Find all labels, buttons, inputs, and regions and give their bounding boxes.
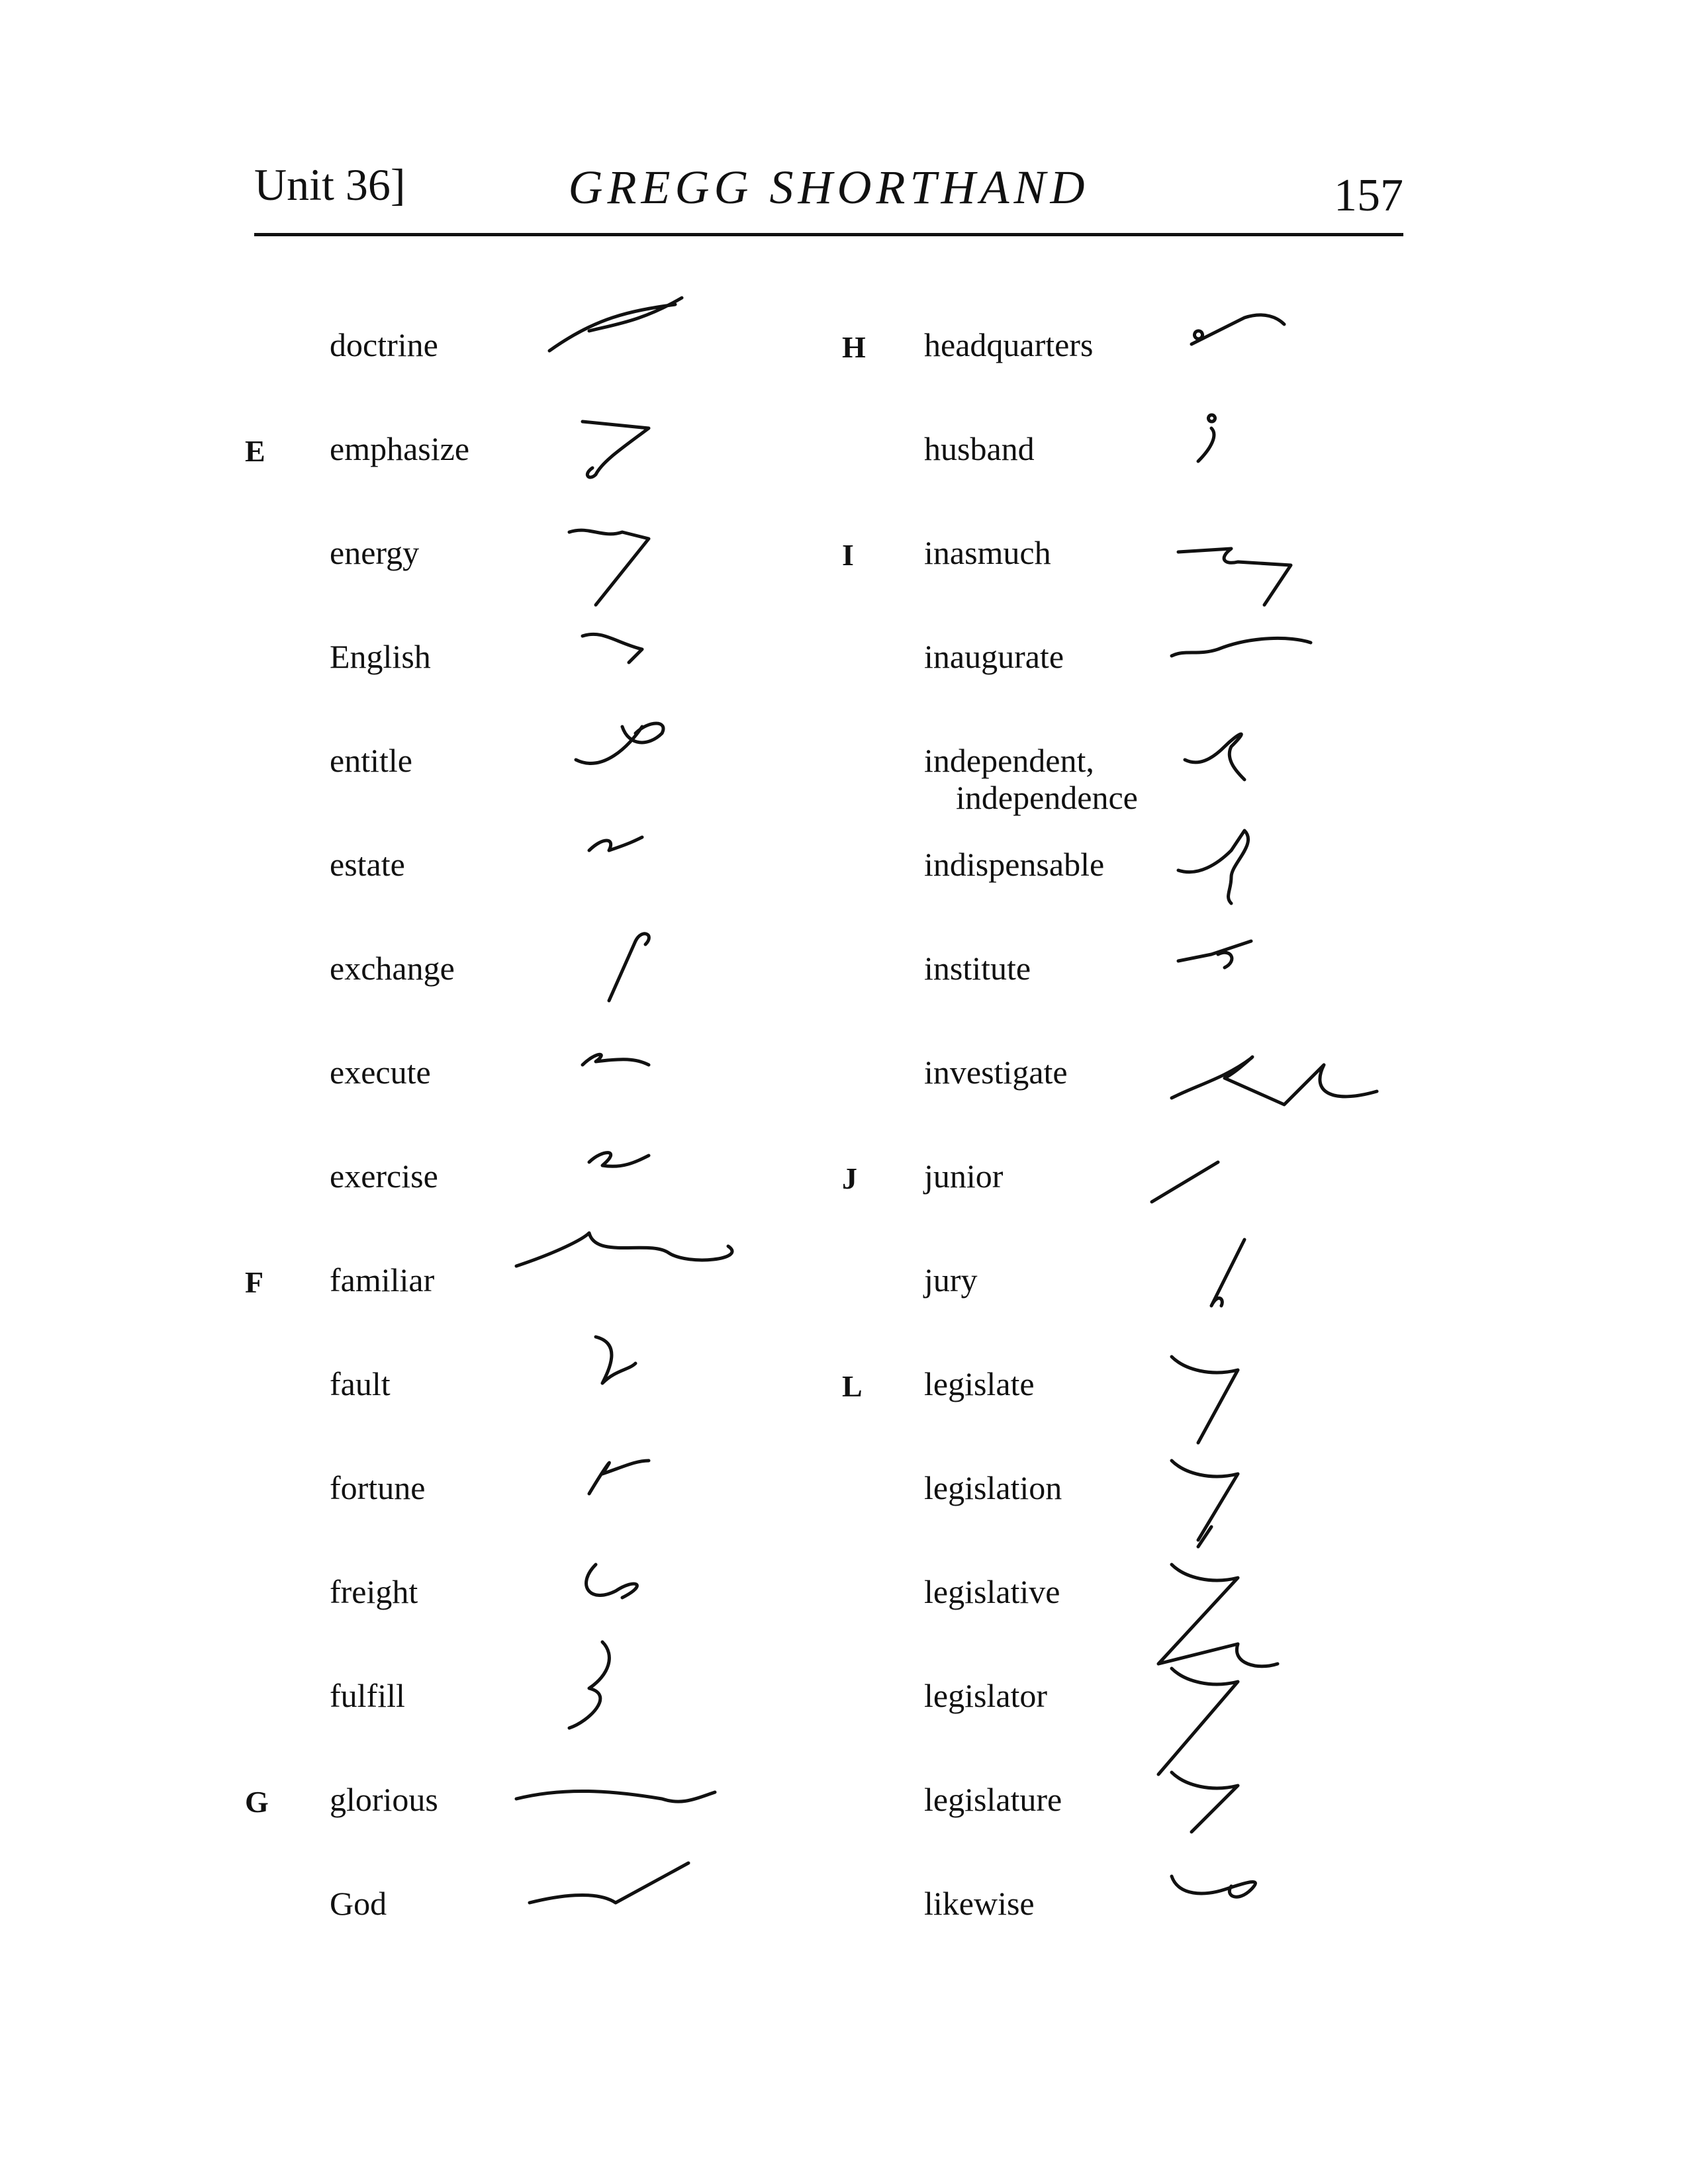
- shorthand-outline-icon: [1158, 1551, 1383, 1657]
- shorthand-outline-icon: [516, 1240, 741, 1345]
- vocab-word: likewise: [924, 1885, 1035, 1922]
- vocab-word: husband: [924, 430, 1035, 467]
- section-letter: I: [842, 538, 854, 572]
- vocab-word: legislature: [924, 1781, 1062, 1818]
- vocab-word: investigate: [924, 1054, 1068, 1091]
- vocab-word: doctrine: [330, 326, 438, 363]
- vocab-word: estate: [330, 846, 405, 883]
- vocab-word: legislator: [924, 1677, 1048, 1714]
- vocab-word: energy: [330, 534, 420, 571]
- shorthand-outline-icon: [516, 408, 741, 514]
- vocab-word: junior: [924, 1158, 1004, 1195]
- page-number: 157: [1334, 170, 1403, 221]
- shorthand-outline-icon: [516, 1863, 741, 1969]
- vocab-word: emphasize: [330, 430, 470, 467]
- vocab-word: legislative: [924, 1573, 1060, 1610]
- header-rule: [254, 233, 1403, 236]
- shorthand-outline-icon: [1158, 512, 1383, 618]
- section-letter: F: [245, 1265, 264, 1299]
- shorthand-outline-icon: [1158, 1136, 1383, 1242]
- vocab-word: inaugurate: [924, 638, 1064, 675]
- section-letter: J: [842, 1161, 857, 1195]
- vocab-word: independent,: [924, 742, 1094, 779]
- shorthand-outline-icon: [516, 304, 741, 410]
- vocab-word: inasmuch: [924, 534, 1051, 571]
- vocab-word: headquarters: [924, 326, 1094, 363]
- vocab-word: institute: [924, 950, 1031, 987]
- shorthand-outline-icon: [516, 1136, 741, 1242]
- vocab-word: jury: [924, 1261, 978, 1298]
- shorthand-outline-icon: [516, 928, 741, 1034]
- shorthand-outline-icon: [1158, 928, 1383, 1034]
- vocab-word: fortune: [330, 1469, 426, 1506]
- section-letter: H: [842, 330, 866, 364]
- shorthand-outline-icon: [516, 1759, 741, 1865]
- shorthand-outline-icon: [516, 1551, 741, 1657]
- shorthand-outline-icon: [516, 1447, 741, 1553]
- shorthand-outline-icon: [1158, 824, 1383, 930]
- shorthand-outline-icon: [1158, 1032, 1383, 1138]
- book-title: GREGG SHORTHAND: [568, 161, 1090, 214]
- shorthand-outline-icon: [1158, 1655, 1383, 1761]
- vocab-word: entitle: [330, 742, 412, 779]
- shorthand-outline-icon: [516, 1343, 741, 1449]
- shorthand-outline-icon: [516, 1032, 741, 1138]
- vocab-word: fulfill: [330, 1677, 405, 1714]
- vocab-word: freight: [330, 1573, 418, 1610]
- vocab-word: familiar: [330, 1261, 435, 1298]
- shorthand-outline-icon: [1158, 1863, 1383, 1969]
- vocab-word-continuation: independence: [956, 779, 1138, 816]
- shorthand-outline-icon: [1158, 720, 1383, 826]
- vocab-word: legislate: [924, 1365, 1035, 1402]
- page-header: [254, 159, 1403, 232]
- shorthand-outline-icon: [516, 720, 741, 826]
- shorthand-outline-icon: [516, 616, 741, 722]
- section-letter: E: [245, 434, 265, 468]
- section-letter: L: [842, 1369, 863, 1403]
- shorthand-outline-icon: [1158, 304, 1383, 410]
- shorthand-outline-icon: [1158, 1759, 1383, 1865]
- vocab-word: fault: [330, 1365, 391, 1402]
- vocab-word: indispensable: [924, 846, 1105, 883]
- shorthand-outline-icon: [1158, 1447, 1383, 1553]
- vocab-word: God: [330, 1885, 387, 1922]
- shorthand-outline-icon: [1158, 408, 1383, 514]
- vocab-word: exchange: [330, 950, 455, 987]
- unit-label: Unit 36]: [254, 159, 406, 210]
- vocab-word: exercise: [330, 1158, 438, 1195]
- section-letter: G: [245, 1785, 269, 1819]
- vocab-word: glorious: [330, 1781, 438, 1818]
- shorthand-outline-icon: [1158, 616, 1383, 722]
- shorthand-outline-icon: [1158, 1343, 1383, 1449]
- shorthand-outline-icon: [516, 512, 741, 618]
- shorthand-outline-icon: [1158, 1240, 1383, 1345]
- shorthand-outline-icon: [516, 824, 741, 930]
- shorthand-outline-icon: [516, 1655, 741, 1761]
- vocab-word: English: [330, 638, 431, 675]
- vocab-word: execute: [330, 1054, 431, 1091]
- vocab-word: legislation: [924, 1469, 1062, 1506]
